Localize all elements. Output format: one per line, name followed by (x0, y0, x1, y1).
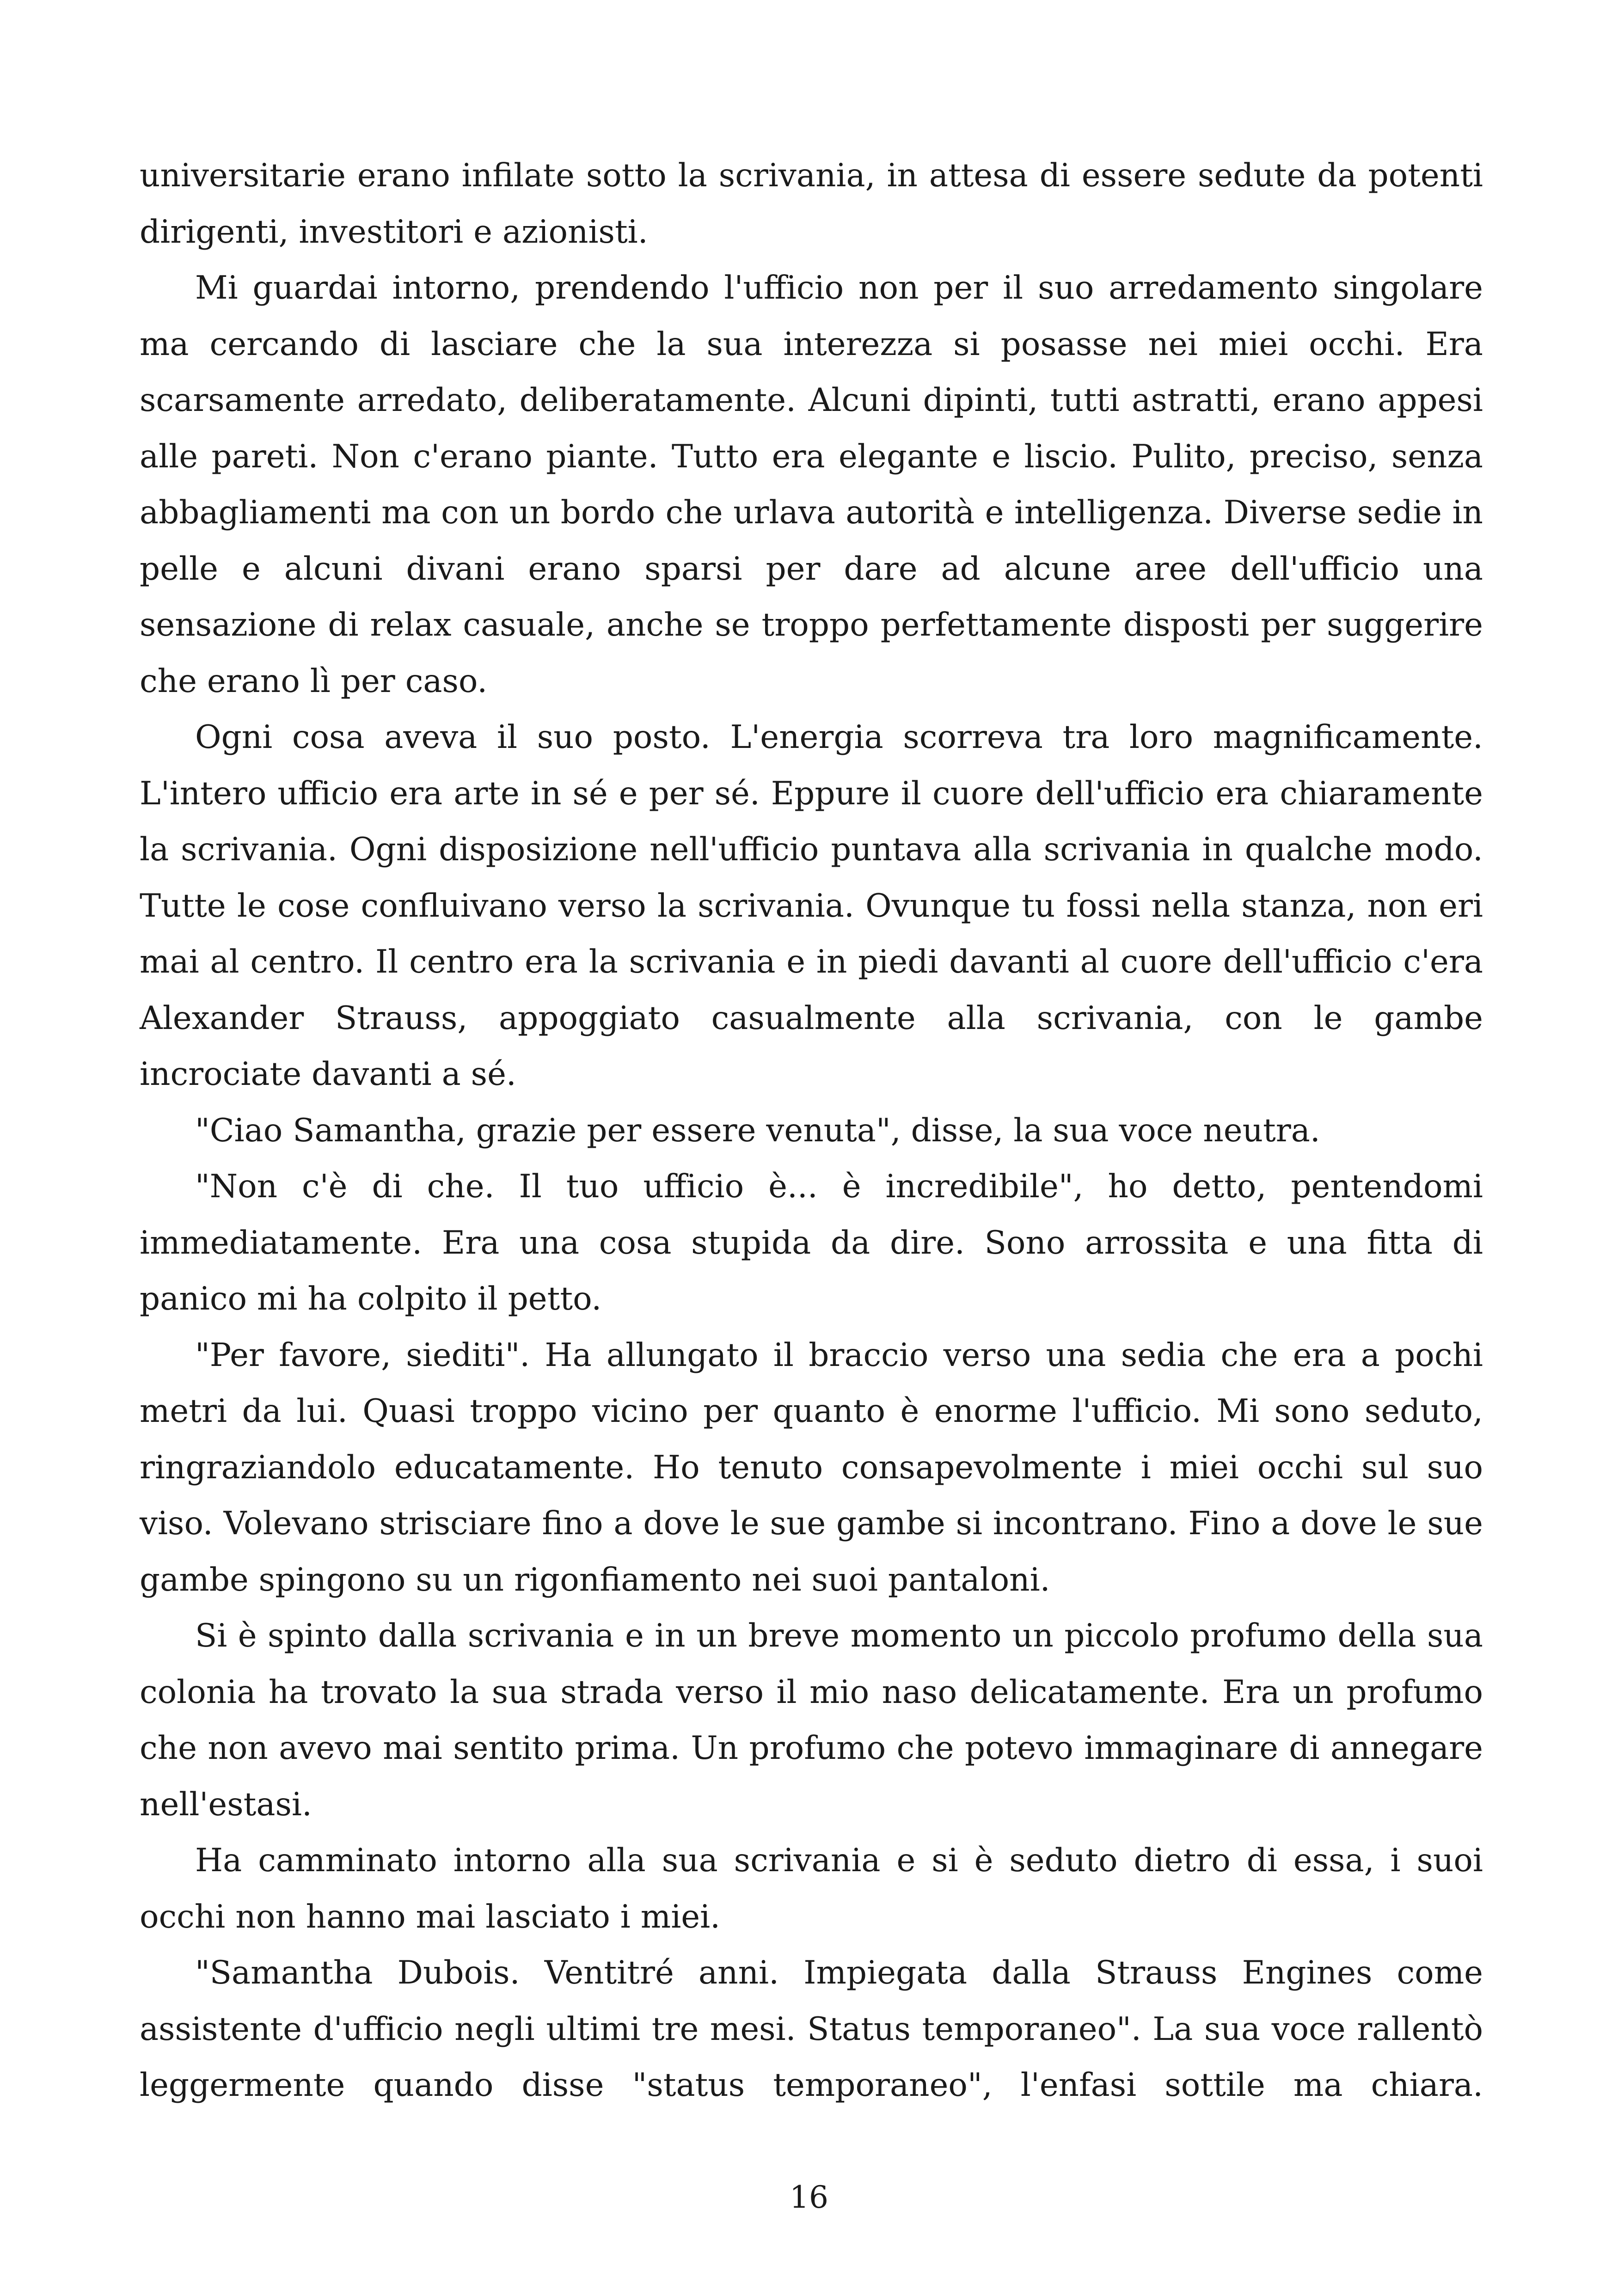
paragraph: universitarie erano infilate sotto la scrivania, in attesa di essere sedute da potenti dirigenti, investitori e azionisti. (140, 157, 1483, 251)
paragraph: "Per favore, siediti". Ha allungato il braccio verso una sedia che era a pochi metri da lui. Quasi troppo vicino per quanto è enorme l'ufficio. Mi sono seduto, ringraziandolo educatamente. Ho tenuto consapevolmente i miei occhi sul suo viso. Volevano strisciare fino a dove le sue gambe si incontrano. Fino a dove le sue gambe spingono su un rigonfiamento nei suoi pantaloni. (140, 1336, 1483, 1598)
paragraph: Ogni cosa aveva il suo posto. L'energia scorreva tra loro magnificamente. L'intero ufficio era arte in sé e per sé. Eppure il cuore dell'ufficio era chiaramente la scrivania. Ogni disposizione nell'ufficio puntava alla scrivania in qualche modo. Tutte le cose confluivano verso la scrivania. Ovunque tu fossi nella stanza, non eri mai al centro. Il centro era la scrivania e in piedi davanti al cuore dell'ufficio c'era Alexander Strauss, appoggiato casualmente alla scrivania, con le gambe incrociate davanti a sé. (140, 719, 1483, 1093)
paragraph: Ha camminato intorno alla sua scrivania e si è seduto dietro di essa, i suoi occhi non hanno mai lasciato i miei. (140, 1842, 1483, 1935)
page-number: 16 (790, 2180, 828, 2215)
paragraph: "Non c'è di che. Il tuo ufficio è... è incredibile", ho detto, pentendomi immediatamente. Era una cosa stupida da dire. Sono arrossita e una fitta di panico mi ha colpito il petto. (140, 1168, 1483, 1317)
paragraph: Mi guardai intorno, prendendo l'ufficio non per il suo arredamento singolare ma cercando di lasciare che la sua interezza si posasse nei miei occhi. Era scarsamente arredato, deliberatamente. Alcuni dipinti, tutti astratti, erano appesi alle pareti. Non c'erano piante. Tutto era elegante e liscio. Pulito, preciso, senza abbagliamenti ma con un bordo che urlava autorità e intelligenza. Diverse sedie in pelle e alcuni divani erano sparsi per dare ad alcune aree dell'ufficio una sensazione di relax casuale, anche se troppo perfettamente disposti per suggerire che erano lì per caso. (140, 269, 1483, 700)
paragraph: Si è spinto dalla scrivania e in un breve momento un piccolo profumo della sua colonia ha trovato la sua strada verso il mio naso delicatamente. Era un profumo che non avevo mai sentito prima. Un profumo che potevo immaginare di annegare nell'estasi. (140, 1617, 1483, 1823)
paragraph: "Ciao Samantha, grazie per essere venuta", disse, la sua voce neutra. (195, 1112, 1320, 1149)
paragraph: "Samantha Dubois. Ventitré anni. Impiegata dalla Strauss Engines come assistente d'ufficio negli ultimi tre mesi. Status temporaneo". La sua voce rallentò leggermente quando disse "status temporaneo", l'enfasi sottile ma chiara. (140, 1954, 1483, 2104)
body-text (140, 148, 1483, 2114)
